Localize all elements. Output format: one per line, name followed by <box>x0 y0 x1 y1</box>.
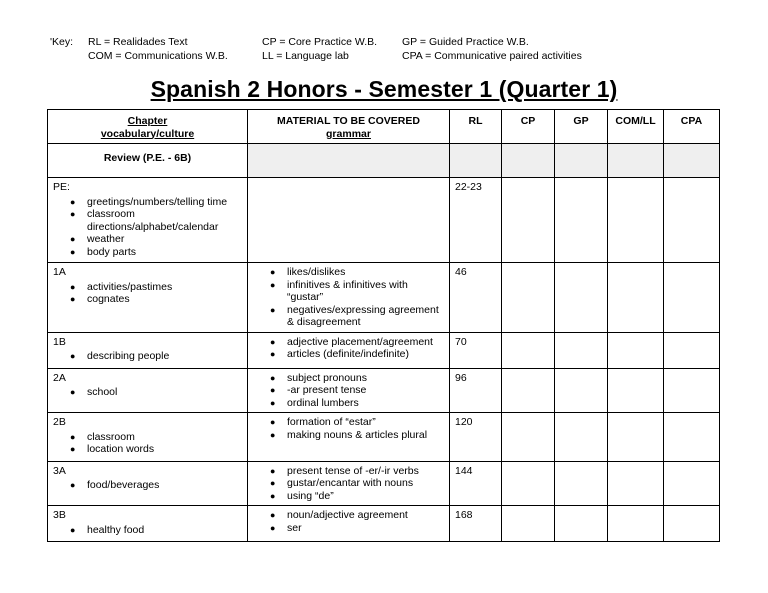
vocab-item: ● location words <box>87 443 242 456</box>
gp-cell <box>555 368 608 413</box>
cpa-cell <box>664 368 720 413</box>
grammar-item: ● -ar present tense <box>287 384 444 397</box>
rl-cell: 22-23 <box>450 178 502 263</box>
chapter-label: 2B <box>53 416 66 428</box>
key-cpa: CPA = Communicative paired activities <box>402 50 582 62</box>
cpa-cell <box>664 332 720 368</box>
chapter-label: 3A <box>53 464 66 477</box>
cp-cell <box>502 332 555 368</box>
vocab-item: ● food/beverages <box>87 479 242 492</box>
table-row <box>48 413 720 462</box>
rl-cell: 144 <box>450 461 502 506</box>
vocab-item: ● describing people <box>87 350 242 363</box>
header-gp: GP <box>555 110 608 144</box>
chapter-label: 2A <box>53 371 66 384</box>
vocab-list <box>53 350 242 363</box>
gp-cell <box>555 263 608 333</box>
vocab-item: ● cognates <box>87 293 242 306</box>
comll-cell <box>608 178 664 263</box>
vocab-item: ● classroom directions/alphabet/calendar <box>87 208 242 233</box>
gp-cell <box>555 506 608 542</box>
grammar-item: ● articles (definite/indefinite) <box>287 348 444 361</box>
chapter-cell <box>48 263 248 333</box>
review-cell: Review (P.E. - 6B) <box>48 144 248 178</box>
grammar-cell <box>248 461 450 506</box>
chapter-cell <box>48 413 248 462</box>
gp-cell <box>555 178 608 263</box>
grammar-list <box>253 416 444 441</box>
chapter-label: 1A <box>53 266 66 278</box>
chapter-cell <box>48 368 248 413</box>
grammar-list <box>253 372 444 410</box>
table-row <box>48 506 720 542</box>
cpa-cell <box>664 506 720 542</box>
cp-cell <box>502 461 555 506</box>
vocab-list <box>53 196 242 259</box>
vocab-item: ● classroom <box>87 431 242 444</box>
table-body <box>48 178 720 542</box>
cpa-cell <box>664 178 720 263</box>
header-cp: CP <box>502 110 555 144</box>
header-comll: COM/LL <box>608 110 664 144</box>
grammar-item: ● gustar/encantar with nouns <box>287 477 444 490</box>
key-col-2 <box>262 35 377 63</box>
comll-cell <box>608 332 664 368</box>
key-com: COM = Communications W.B. <box>88 50 228 62</box>
vocab-list <box>53 479 242 492</box>
key-col-3 <box>402 35 582 63</box>
grammar-item: ● adjective placement/agreement <box>287 336 444 349</box>
vocab-list <box>53 524 242 537</box>
vocab-item: ● greetings/numbers/telling time <box>87 196 242 209</box>
grammar-cell <box>248 263 450 333</box>
table-row <box>48 178 720 263</box>
cp-cell <box>502 506 555 542</box>
grammar-cell <box>248 332 450 368</box>
rl-cell: 96 <box>450 368 502 413</box>
grammar-cell <box>248 413 450 462</box>
grammar-item: ● subject pronouns <box>287 372 444 385</box>
grammar-cell <box>248 178 450 263</box>
gp-cell <box>555 413 608 462</box>
vocab-list <box>53 281 242 306</box>
cp-cell <box>502 263 555 333</box>
grammar-item: ● using “de” <box>287 490 444 503</box>
vocab-item: ● healthy food <box>87 524 242 537</box>
vocab-item: ● school <box>87 386 242 399</box>
chapter-cell <box>48 178 248 263</box>
grammar-list <box>253 509 444 534</box>
cp-cell <box>502 368 555 413</box>
key-rl: RL = Realidades Text <box>88 36 188 48</box>
header-row <box>48 110 720 144</box>
grammar-item: ● likes/dislikes <box>287 266 444 279</box>
vocab-list <box>53 431 242 456</box>
rl-cell: 168 <box>450 506 502 542</box>
vocab-item: ● body parts <box>87 246 242 259</box>
chapter-label: PE: <box>53 181 70 193</box>
key-gp: GP = Guided Practice W.B. <box>402 36 529 48</box>
comll-cell <box>608 263 664 333</box>
rl-cell: 70 <box>450 332 502 368</box>
key-ll: LL = Language lab <box>262 50 349 62</box>
key-label-col <box>50 35 73 49</box>
table-row <box>48 461 720 506</box>
grammar-list <box>253 465 444 503</box>
table-row <box>48 332 720 368</box>
table-row <box>48 263 720 333</box>
cpa-cell <box>664 413 720 462</box>
page-title: Spanish 2 Honors - Semester 1 (Quarter 1) <box>150 76 618 102</box>
grammar-list <box>253 266 444 329</box>
vocab-list <box>53 386 242 399</box>
rl-cell: 46 <box>450 263 502 333</box>
syllabus-table <box>47 109 720 542</box>
grammar-cell <box>248 506 450 542</box>
review-row <box>48 144 720 178</box>
grammar-item: ● formation of “estar” <box>287 416 444 429</box>
header-material: MATERIAL TO BE COVERED grammar <box>248 110 450 144</box>
comll-cell <box>608 413 664 462</box>
key-label: 'Key: <box>50 36 74 48</box>
vocab-item: ● weather <box>87 233 242 246</box>
table-row <box>48 368 720 413</box>
grammar-item: ● making nouns & articles plural <box>287 429 444 442</box>
gp-cell <box>555 332 608 368</box>
rl-cell: 120 <box>450 413 502 462</box>
key-col-1 <box>88 35 228 63</box>
gp-cell <box>555 461 608 506</box>
grammar-item: ● infinitives & infinitives with “gustar” <box>287 279 444 304</box>
grammar-list <box>253 336 444 361</box>
header-rl: RL <box>450 110 502 144</box>
comll-cell <box>608 506 664 542</box>
chapter-cell <box>48 461 248 506</box>
chapter-cell <box>48 332 248 368</box>
cpa-cell <box>664 461 720 506</box>
cp-cell <box>502 413 555 462</box>
cpa-cell <box>664 263 720 333</box>
cp-cell <box>502 178 555 263</box>
grammar-item: ● ordinal lumbers <box>287 397 444 410</box>
header-cpa: CPA <box>664 110 720 144</box>
grammar-item: ● negatives/expressing agreement & disagreement <box>287 304 444 329</box>
grammar-item: ● noun/adjective agreement <box>287 509 444 522</box>
grammar-cell <box>248 368 450 413</box>
comll-cell <box>608 368 664 413</box>
chapter-label: 1B <box>53 335 66 348</box>
key-cp: CP = Core Practice W.B. <box>262 36 378 48</box>
vocab-item: ● activities/pastimes <box>87 281 242 294</box>
grammar-item: ● ser <box>287 522 444 535</box>
grammar-item: ● present tense of -er/-ir verbs <box>287 465 444 478</box>
header-chapter: Chapter vocabulary/culture <box>48 110 248 144</box>
chapter-label: 3B <box>53 509 66 521</box>
chapter-cell <box>48 506 248 542</box>
comll-cell <box>608 461 664 506</box>
